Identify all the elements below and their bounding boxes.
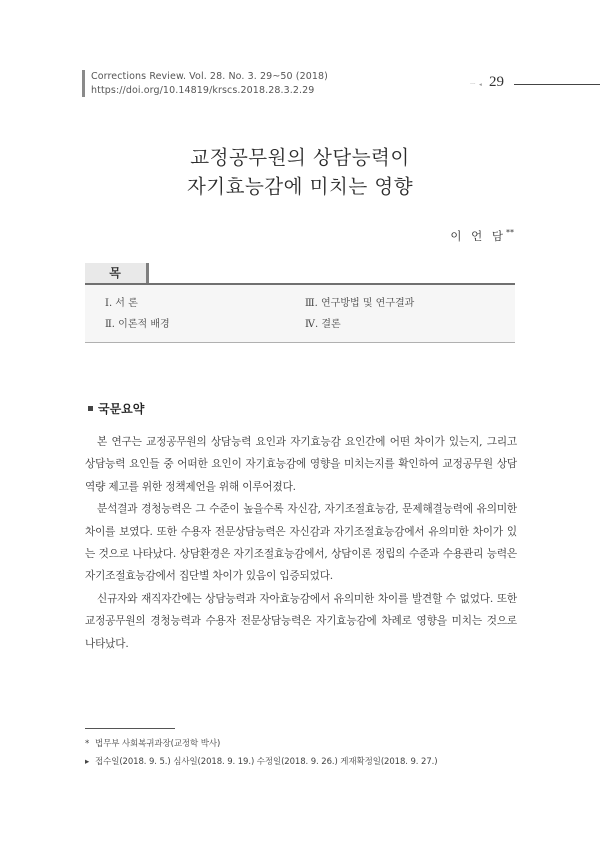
- toc-label: 목: [85, 263, 149, 283]
- toc-item-4[interactable]: Ⅳ. 결론: [305, 319, 341, 330]
- footnote-dates: [85, 755, 437, 767]
- footnote-rule: [85, 728, 175, 729]
- footnote-affiliation-marker: *: [85, 739, 90, 749]
- footnote-affiliation: [85, 737, 220, 749]
- abstract-paragraph-1: 본 연구는 교정공무원의 상담능력 요인과 자기효능감 요인간에 어떤 차이가 있는지, 그리고 상담능력 요인들 중 어떠한 요인이 자기효능감에 영향을 미치는지를 확인하여 교정공무원 상담역량 제고를 위한 정책제언을 위해 이루어졌다.: [85, 436, 517, 493]
- footnote-dates-text: 접수일(2018. 9. 5.) 심사일(2018. 9. 19.) 수정일(2018. 9. 26.) 게재확정일(2018. 9. 27.): [95, 757, 438, 767]
- doi-link[interactable]: https://doi.org/10.14819/krscs.2018.28.3.2.29: [91, 84, 315, 96]
- author-name-text: 이 언 담: [450, 229, 506, 243]
- header-rule: [514, 84, 600, 85]
- page-number: 29: [489, 74, 504, 90]
- table-of-contents: [85, 263, 515, 345]
- toc-item-1[interactable]: Ⅰ. 서 론: [105, 298, 138, 309]
- abstract-heading: [88, 400, 144, 417]
- abstract-heading-text: 국문요약: [98, 402, 145, 416]
- toc-item-2[interactable]: Ⅱ. 이론적 배경: [105, 319, 170, 330]
- journal-citation: Corrections Review. Vol. 28. No. 3. 29~50 (2018): [91, 71, 328, 82]
- page-header-right: [0, 76, 600, 92]
- author-name: [450, 228, 514, 244]
- abstract-paragraph-2: 분석결과 경청능력은 그 수준이 높을수록 자신감, 자기조절효능감, 문제해결능력에 유의미한 차이를 보였다. 또한 수용자 전문상담능력은 자신감과 자기조절효능감에서 유의미한 차이가 있는 것으로 나타났다. 상담환경은 자기조절효능감에서, 상담이론 정립의 수준과 수용관리 능력은 자기조절효능감에서 집단별 차이가 있음이 입증되었다.: [85, 503, 517, 583]
- toc-item-3[interactable]: Ⅲ. 연구방법 및 연구결과: [305, 298, 415, 309]
- square-bullet-icon: [88, 406, 93, 411]
- abstract-paragraph-3: 신규자와 재직자간에는 상담능력과 자아효능감에서 유의미한 차이를 발견할 수 없었다. 또한 교정공무원의 경청능력과 수용자 전문상담능력은 자기효능감에 차례로 영향을 미치는 것으로 나타났다.: [85, 592, 517, 650]
- footnote-dates-marker: ▸: [85, 757, 90, 767]
- paper-title: [0, 143, 600, 201]
- author-footnote-mark: **: [506, 228, 514, 238]
- toc-box: [85, 285, 515, 343]
- footnote-affiliation-text: 법무부 사회복귀과장(교정학 박사): [95, 739, 221, 749]
- header-marker: ㅡ ◂: [470, 82, 483, 88]
- title-line-2: 자기효능감에 미치는 영향: [186, 175, 414, 198]
- title-line-1: 교정공무원의 상담능력이: [190, 146, 410, 169]
- abstract-body: [85, 431, 517, 655]
